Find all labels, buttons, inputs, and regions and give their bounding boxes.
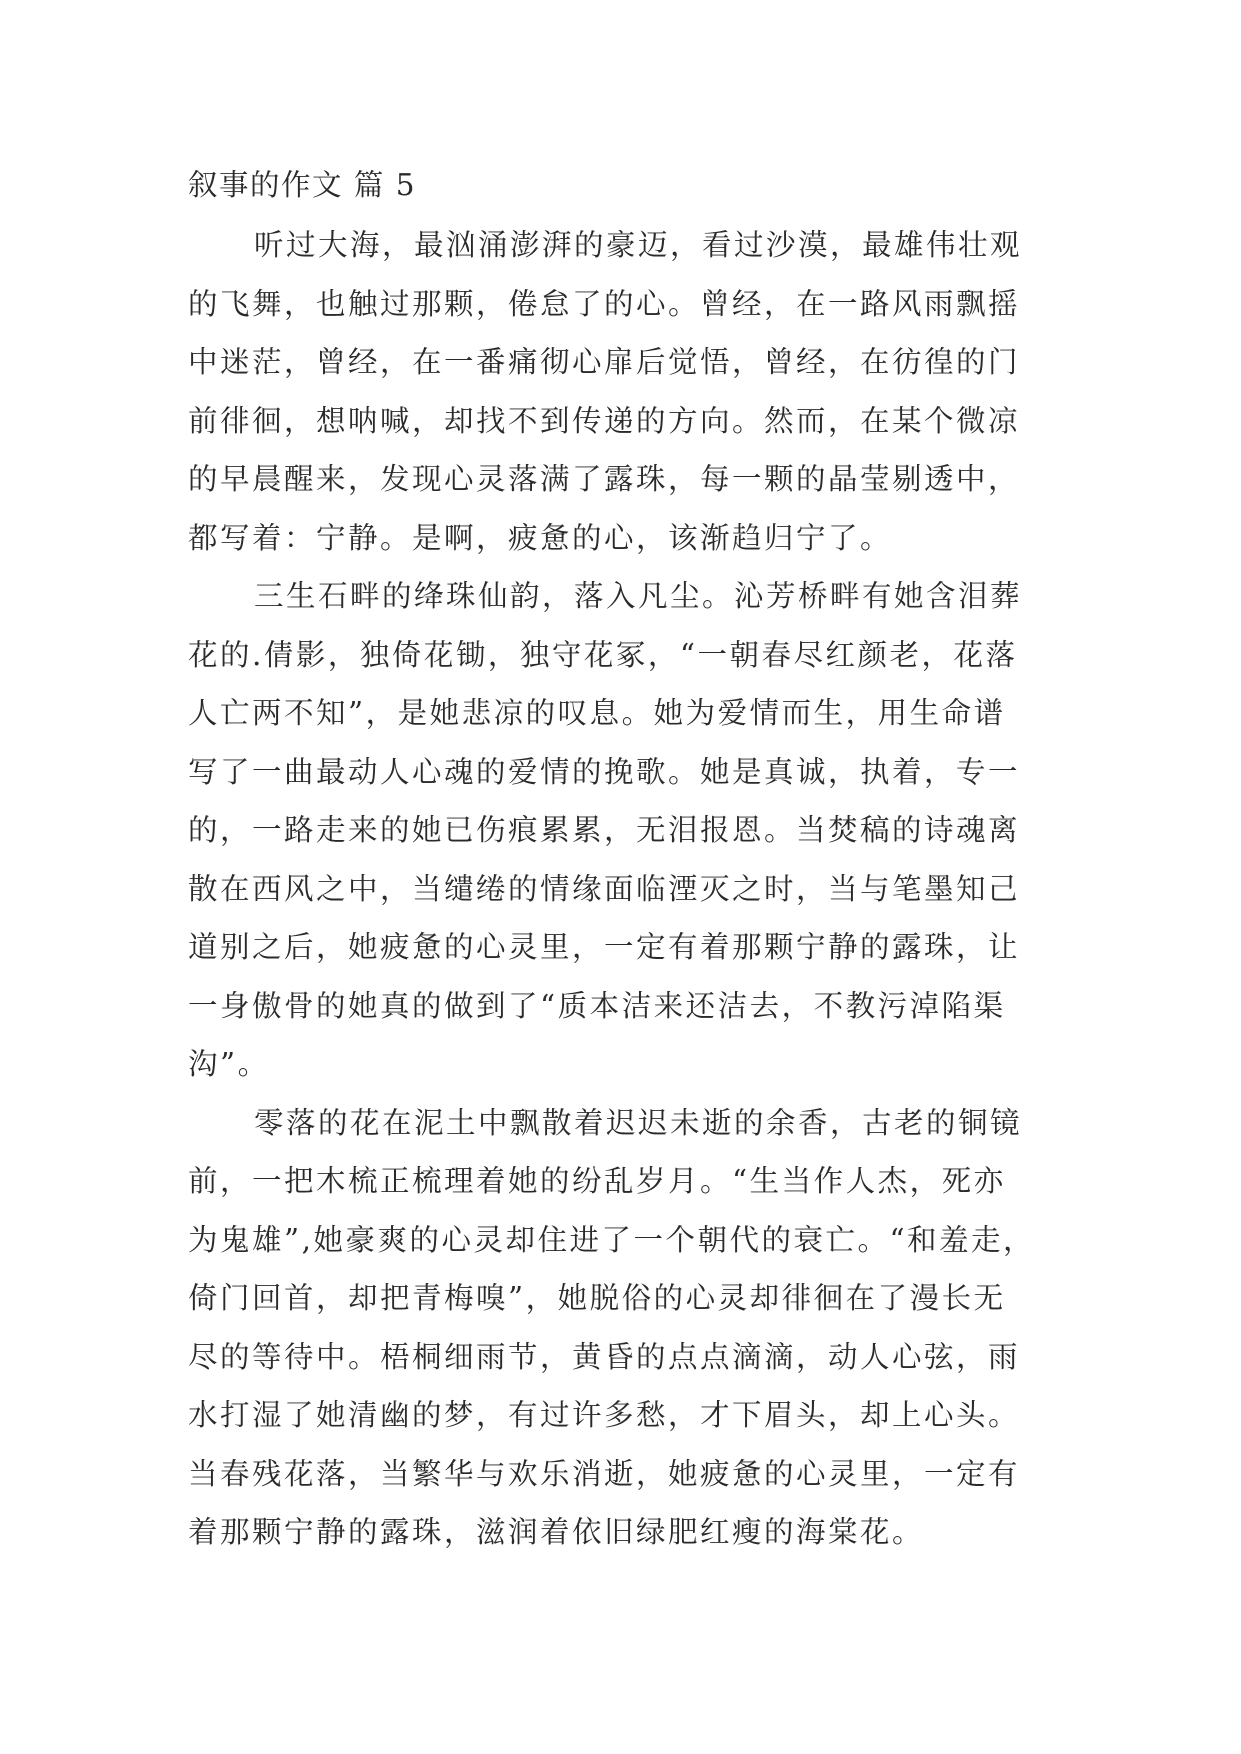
paragraph-line: 道别之后，她疲惫的心灵里，一定有着那颗宁静的露珠，让 bbox=[188, 930, 1021, 964]
essay-heading: 叙事的作文 篇 5 bbox=[188, 168, 417, 202]
paragraph-line: 都写着：宁静。是啊，疲惫的心，该渐趋归宁了。 bbox=[188, 520, 893, 555]
paragraph-line: 零落的花在泥土中飘散着迟迟未逝的余香，古老的铜镜 bbox=[254, 1105, 1023, 1140]
paragraph-line: 前，一把木梳正梳理着她的纷乱岁月。“生当作人杰，死亦 bbox=[188, 1164, 1006, 1198]
paragraph-line: 前徘徊，想呐喊，却找不到传递的方向。然而，在某个微凉 bbox=[188, 403, 1021, 438]
essay-body bbox=[188, 164, 1068, 1562]
paragraph-line: 的飞舞，也触过那颗，倦怠了的心。曾经，在一路风雨飘摇 bbox=[188, 286, 1021, 321]
paragraph-line: 为鬼雄”,她豪爽的心灵却住进了一个朝代的衰亡。“和羞走， bbox=[188, 1222, 1036, 1257]
paragraph-line: 花的.倩影，独倚花锄，独守花冢，“一朝春尽红颜老，花落 bbox=[188, 637, 1018, 672]
paragraph-line: 写了一曲最动人心魂的爱情的挽歌。她是真诚，执着，专一 bbox=[188, 754, 1021, 789]
paragraph-line: 人亡两不知”，是她悲凉的叹息。她为爱情而生，用生命谱 bbox=[188, 696, 1006, 730]
paragraph-2 bbox=[188, 567, 1068, 1094]
paragraph-line: 沟”。 bbox=[188, 1047, 270, 1081]
paragraph-3 bbox=[188, 1094, 1068, 1562]
paragraph-line: 着那颗宁静的露珠，滋润着依旧绿肥红瘦的海棠花。 bbox=[188, 1515, 925, 1549]
paragraph-line: 三生石畔的绛珠仙韵，落入凡尘。沁芳桥畔有她含泪葬 bbox=[254, 579, 1023, 613]
paragraph-line: 的，一路走来的她已伤痕累累，无泪报恩。当焚稿的诗魂离 bbox=[188, 813, 1021, 847]
paragraph-line: 听过大海，最汹涌澎湃的豪迈，看过沙漠，最雄伟壮观 bbox=[254, 228, 1023, 262]
paragraph-line: 水打湿了她清幽的梦，有过许多愁，才下眉头，却上心头。 bbox=[188, 1398, 1021, 1432]
paragraph-line: 中迷茫，曾经，在一番痛彻心扉后觉悟，曾经，在彷徨的门 bbox=[188, 345, 1021, 379]
paragraph-line: 的早晨醒来，发现心灵落满了露珠，每一颗的晶莹剔透中， bbox=[188, 462, 1021, 496]
paragraph-line: 一身傲骨的她真的做到了“质本洁来还洁去，不教污淖陷渠 bbox=[188, 988, 1006, 1023]
paragraph-line: 尽的等待中。梧桐细雨节，黄昏的点点滴滴，动人心弦，雨 bbox=[188, 1339, 1021, 1374]
paragraph-line: 当春残花落，当繁华与欢乐消逝，她疲惫的心灵里，一定有 bbox=[188, 1456, 1021, 1491]
paragraph-1 bbox=[188, 216, 1068, 567]
paragraph-line: 倚门回首，却把青梅嗅”，她脱俗的心灵却徘徊在了漫长无 bbox=[188, 1281, 1006, 1315]
paragraph-line: 散在西风之中，当缱绻的情缘面临湮灭之时，当与笔墨知己 bbox=[188, 871, 1021, 906]
